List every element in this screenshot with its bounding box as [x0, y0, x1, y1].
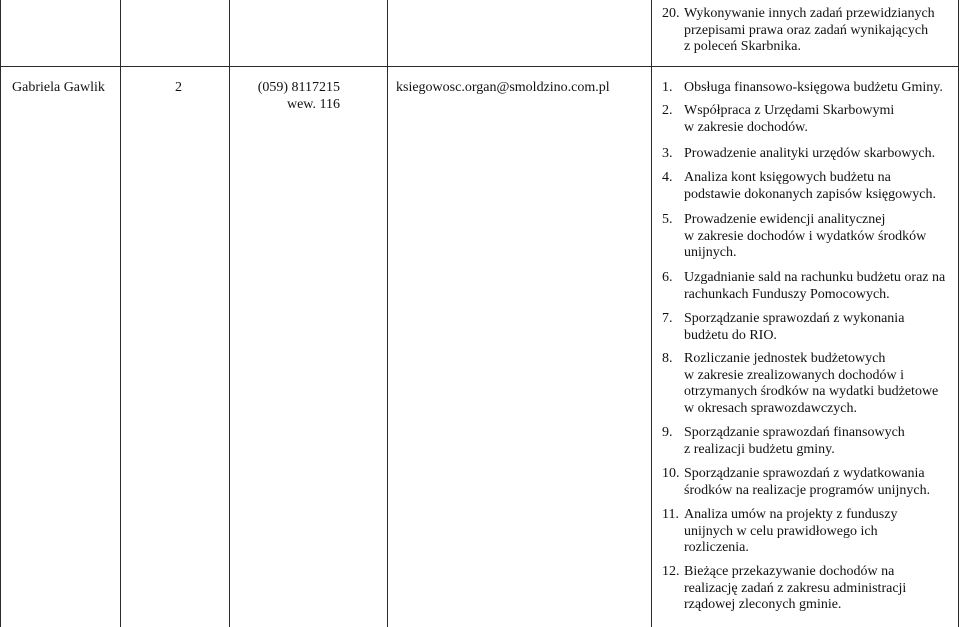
duty-text — [684, 212, 958, 262]
duty-line: Sporządzanie sprawozdań z wydatkowania — [684, 466, 925, 481]
duty-line: unijnych w celu prawidłowego ich — [684, 523, 878, 539]
room-number: 2 — [175, 80, 182, 95]
top-duty-number: 20. — [662, 6, 680, 21]
duty-line: w okresach sprawozdawczych. — [684, 400, 857, 416]
duty-line: Analiza kont księgowych budżetu na — [684, 170, 891, 185]
duty-line: w zakresie zrealizowanych dochodów i — [684, 367, 905, 383]
duty-line: rządowej zleconych gminie. — [684, 597, 842, 612]
duty-number: 6. — [662, 270, 673, 285]
column-divider-2 — [229, 0, 230, 627]
duty-number: 5. — [662, 212, 673, 227]
duty-line: otrzymanych środków na wydatki budżetowe — [684, 384, 939, 399]
duty-line: w zakresie dochodów. — [684, 119, 808, 135]
duty-line: Prowadzenie analityki urzędów skarbowych. — [684, 146, 936, 161]
duty-number: 11. — [662, 507, 679, 522]
duty-text — [684, 311, 958, 344]
duty-line: Uzgadnianie sald na rachunku budżetu oraz na — [684, 270, 946, 285]
duty-line: Sporządzanie sprawozdań z wykonania — [684, 311, 905, 326]
top-duty-text — [684, 6, 958, 56]
duty-line: rachunkach Funduszy Pomocowych. — [684, 286, 890, 302]
duty-number: 12. — [662, 564, 680, 579]
row-divider — [0, 66, 959, 67]
duty-line: Bieżące przekazywanie dochodów na — [684, 564, 895, 579]
column-divider-4 — [651, 0, 652, 627]
phone-number — [232, 80, 340, 113]
duty-line: z realizacji budżetu gminy. — [684, 441, 835, 457]
duty-line: Prowadzenie ewidencji analitycznej — [684, 212, 886, 227]
duty-text — [684, 146, 958, 163]
duty-number: 8. — [662, 351, 673, 366]
duty-text — [684, 80, 958, 97]
top-duty-line: Wykonywanie innych zadań przewidzianych — [684, 6, 935, 21]
duty-line: Sporządzanie sprawozdań finansowych — [684, 425, 905, 440]
duty-line: budżetu do RIO. — [684, 327, 777, 343]
top-duty-line: przepisami prawa oraz zadań wynikających — [684, 22, 929, 38]
duty-text — [684, 270, 958, 303]
duty-number: 7. — [662, 311, 673, 326]
duty-line: realizację zadań z zakresu administracji — [684, 580, 907, 596]
duty-number: 2. — [662, 103, 673, 118]
duty-number: 10. — [662, 466, 680, 481]
duty-text — [684, 425, 958, 458]
email-address[interactable]: ksiegowosc.organ@smoldzino.com.pl — [396, 80, 610, 95]
duty-text — [684, 170, 958, 203]
column-divider-1 — [120, 0, 121, 627]
duty-line: Analiza umów na projekty z funduszy — [684, 507, 898, 522]
column-divider-3 — [387, 0, 388, 627]
duty-line: środków na realizacje programów unijnych. — [684, 482, 931, 498]
table-border-left — [0, 0, 1, 627]
duty-text — [684, 103, 958, 136]
duty-number: 9. — [662, 425, 673, 440]
phone-main: (059) 8117215 — [257, 80, 340, 95]
duty-line: unijnych. — [684, 245, 737, 260]
duty-number: 1. — [662, 80, 673, 95]
duty-line: podstawie dokonanych zapisów księgowych. — [684, 186, 936, 202]
duty-number: 4. — [662, 170, 673, 185]
duty-text — [684, 507, 958, 557]
duty-text — [684, 564, 958, 614]
top-duty-line: z poleceń Skarbnika. — [684, 39, 802, 54]
duty-text — [684, 466, 958, 499]
duty-line: Obsługa finansowo-księgowa budżetu Gminy. — [684, 80, 943, 95]
phone-extension: wew. 116 — [286, 96, 340, 112]
duty-number: 3. — [662, 146, 673, 161]
duty-text — [684, 351, 958, 417]
duty-line: Współpraca z Urzędami Skarbowymi — [684, 103, 895, 118]
employee-name: Gabriela Gawlik — [12, 80, 105, 95]
duty-line: Rozliczanie jednostek budżetowych — [684, 351, 886, 366]
duty-line: rozliczenia. — [684, 540, 749, 555]
duty-line: w zakresie dochodów i wydatków środków — [684, 228, 927, 244]
